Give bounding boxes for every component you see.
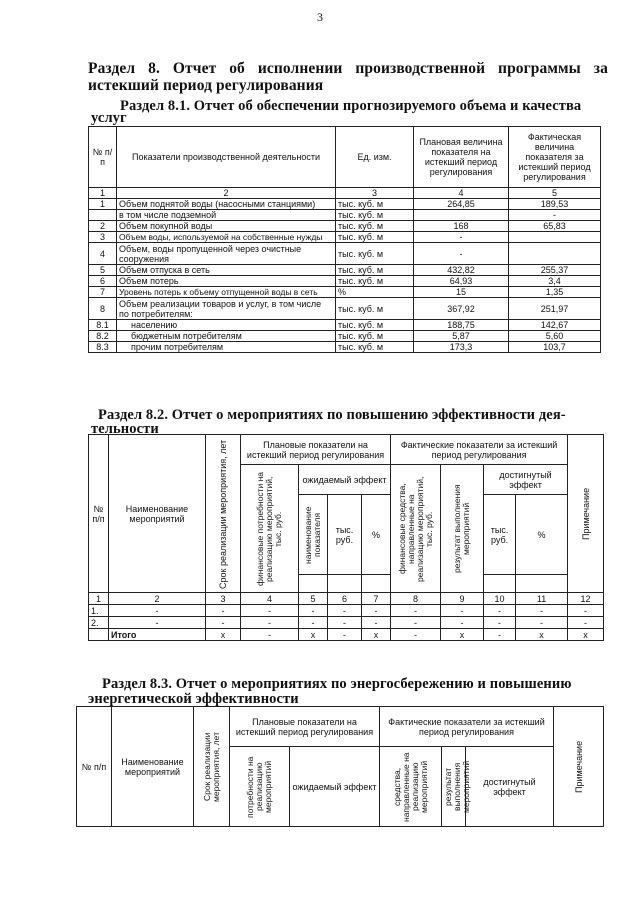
col-number: 3 (336, 188, 414, 199)
row-num: 3 (89, 232, 117, 243)
header-indicators: Показатели производственной деятельности (117, 127, 336, 188)
row-name: населению (117, 320, 336, 331)
row-num (89, 210, 117, 221)
header-expected-effect: ожидаемый эффект (299, 465, 391, 495)
col-number: 1 (89, 593, 109, 605)
cell: x (362, 629, 391, 641)
col-number: 4 (241, 593, 299, 605)
header-actual: Фактическая величина показателя за истекший период регулирования (509, 127, 601, 188)
col-number: 11 (516, 593, 568, 605)
header-plan-fin: финансовые потребности на реализацию мероприятий, тыс. руб. (255, 471, 283, 586)
cell: - (241, 605, 299, 617)
row-plan: 264,85 (414, 199, 509, 210)
header-plan-group: Плановые показатели на истекший период регулирования (230, 707, 380, 747)
cell: - (391, 617, 441, 629)
table-row (89, 298, 601, 320)
table-row (89, 210, 601, 221)
cell: 2. (89, 617, 109, 629)
row-unit: тыс. куб. м (336, 243, 414, 265)
row-num: 6 (89, 276, 117, 287)
row-unit: % (336, 287, 414, 298)
row-plan: 188,75 (414, 320, 509, 331)
cell: - (109, 605, 206, 617)
header-fact-fin: финансовые средства, направленные на реализацию мероприятий, тыс. руб. (396, 475, 434, 582)
section-8-3-title: Раздел 8.3. Отчет о мероприятиях по энергосбережению и повышению (102, 676, 572, 692)
table-row (89, 320, 601, 331)
row-num: 5 (89, 265, 117, 276)
row-unit: тыс. куб. м (336, 342, 414, 353)
cell: - (299, 617, 328, 629)
row-plan: 168 (414, 221, 509, 232)
row-plan: 173,3 (414, 342, 509, 353)
header-num: № п/п (77, 707, 112, 827)
header-term: Срок реализации мероприятия, лет (201, 731, 221, 802)
row-fact: 251,97 (509, 298, 601, 320)
header-thousand-rub: тыс. руб. (328, 495, 362, 575)
table-row (89, 276, 601, 287)
header-result: результат выполнения мероприятий (443, 760, 472, 813)
cell: x (568, 629, 604, 641)
col-number: 9 (441, 593, 484, 605)
row-unit: тыс. куб. м (336, 232, 414, 243)
header-planned: Плановая величина показателя на истекший период регулирования (414, 127, 509, 188)
col-number: 5 (509, 188, 601, 199)
table-row (89, 605, 604, 617)
row-name: бюджетным потребителям (117, 331, 336, 342)
table-row (89, 221, 601, 232)
table-row (89, 331, 601, 342)
section-8-2-title: Раздел 8.2. Отчет о мероприятиях по повышению эффективности дея- (98, 407, 566, 423)
row-fact: 189,53 (509, 199, 601, 210)
row-name: Объем поднятой воды (насосными станциями) (117, 199, 336, 210)
cell: - (441, 605, 484, 617)
row-unit: тыс. куб. м (336, 265, 414, 276)
row-fact: 142,67 (509, 320, 601, 331)
row-plan: 5,87 (414, 331, 509, 342)
row-name: Объем потерь (117, 276, 336, 287)
cell: - (109, 617, 206, 629)
cell: - (328, 605, 362, 617)
header-percent: % (516, 495, 568, 575)
header-note: Примечание (580, 487, 591, 540)
header-num: № п/п (89, 435, 109, 593)
header-num: № п/п (89, 127, 117, 188)
row-fact: 65,83 (509, 221, 601, 232)
table-8-2 (88, 434, 604, 641)
cell: x (441, 629, 484, 641)
header-name: Наименование мероприятий (112, 707, 194, 827)
col-number: 3 (206, 593, 241, 605)
row-plan: 432,82 (414, 265, 509, 276)
cell: - (362, 605, 391, 617)
cell: - (484, 629, 516, 641)
cell: x (516, 629, 568, 641)
row-unit: тыс. куб. м (336, 221, 414, 232)
header-plan-group: Плановые показатели на истекший период регулирования (241, 435, 391, 465)
header-result: результат выполнения мероприятий (452, 484, 472, 573)
col-number: 12 (568, 593, 604, 605)
row-fact: 255,37 (509, 265, 601, 276)
table-row (89, 232, 601, 243)
cell: - (391, 605, 441, 617)
col-number: 8 (391, 593, 441, 605)
table-8-1 (88, 126, 601, 353)
cell: x (299, 629, 328, 641)
header-achieved-effect: достигнутый эффект (484, 465, 568, 495)
cell: - (206, 605, 241, 617)
table-row (89, 342, 601, 353)
header-indicator-name: наименование показателя (303, 505, 322, 564)
header-plan-fin: потребности на реализацию мероприятий (245, 755, 273, 818)
col-number: 2 (117, 188, 336, 199)
cell: - (206, 617, 241, 629)
row-num: 8 (89, 298, 117, 320)
header-fact-fin: средства, направленные на реализацию мероприятий (391, 751, 429, 822)
row-unit: тыс. куб. м (336, 298, 414, 320)
header-expected-effect: ожидаемый эффект (290, 747, 380, 827)
row-fact: 103,7 (509, 342, 601, 353)
row-name: Объем, воды пропущенной через очистные сооружения (117, 243, 336, 265)
cell: - (484, 605, 516, 617)
section-8-1-title-cont: услуг (91, 110, 127, 126)
header-achieved-effect: достигнутый эффект (466, 747, 554, 827)
header-note: Примечание (573, 740, 584, 793)
header-unit: Ед. изм. (336, 127, 414, 188)
col-number: 10 (484, 593, 516, 605)
table-row (89, 243, 601, 265)
section-8-3-title-cont: энергетической эффективности (88, 691, 299, 707)
row-num: 7 (89, 287, 117, 298)
row-plan: - (414, 232, 509, 243)
cell: 1. (89, 605, 109, 617)
cell: - (484, 617, 516, 629)
col-number: 5 (299, 593, 328, 605)
page-number: 3 (317, 10, 323, 24)
table-row (89, 287, 601, 298)
row-unit: тыс. куб. м (336, 320, 414, 331)
row-unit: тыс. куб. м (336, 331, 414, 342)
header-fact-group: Фактические показатели за истекший период регулирования (380, 707, 554, 747)
cell: - (362, 617, 391, 629)
row-fact: 5,60 (509, 331, 601, 342)
cell: - (568, 617, 604, 629)
header-name: Наименование мероприятий (109, 435, 206, 593)
cell: x (206, 629, 241, 641)
row-unit: тыс. куб. м (336, 199, 414, 210)
col-number: 2 (109, 593, 206, 605)
row-plan: 15 (414, 287, 509, 298)
row-name: Объем реализации товаров и услуг, в том числе по потребителям: (117, 298, 336, 320)
col-number: 6 (328, 593, 362, 605)
row-fact: 3,4 (509, 276, 601, 287)
row-fact: 1,35 (509, 287, 601, 298)
total-label: Итого (109, 629, 206, 641)
row-plan: 64,93 (414, 276, 509, 287)
cell: - (241, 629, 299, 641)
section-8-2-title-cont: тельности (91, 421, 159, 437)
row-fact: - (509, 210, 601, 221)
col-number: 7 (362, 593, 391, 605)
row-name: Объем отпуска в сеть (117, 265, 336, 276)
col-number: 4 (414, 188, 509, 199)
row-num: 4 (89, 243, 117, 265)
row-plan: 367,92 (414, 298, 509, 320)
row-fact (509, 243, 601, 265)
row-num: 2 (89, 221, 117, 232)
col-number: 1 (89, 188, 117, 199)
row-num: 8.3 (89, 342, 117, 353)
header-thousand-rub: тыс. руб. (484, 495, 516, 575)
table-row (89, 199, 601, 210)
row-plan (414, 210, 509, 221)
section-8-title: Раздел 8. Отчет об исполнении производственной программы за истекший период регулирования (88, 60, 608, 94)
cell: - (516, 617, 568, 629)
header-percent: % (362, 495, 391, 575)
row-num: 1 (89, 199, 117, 210)
table-8-3 (76, 706, 604, 827)
row-num: 8.2 (89, 331, 117, 342)
row-fact (509, 232, 601, 243)
row-name: Уровень потерь к объему отпущенной воды в сеть (117, 287, 336, 298)
cell: - (391, 629, 441, 641)
row-num: 8.1 (89, 320, 117, 331)
row-name: в том числе подземной (117, 210, 336, 221)
row-name: Объем воды, используемой на собственные нужды (117, 232, 336, 243)
cell (89, 629, 109, 641)
table-row (89, 617, 604, 629)
row-name: Объем покупной воды (117, 221, 336, 232)
header-fact-group: Фактические показатели за истекший период регулирования (391, 435, 568, 465)
cell: - (568, 605, 604, 617)
cell: - (299, 605, 328, 617)
section-8-1-title: Раздел 8.1. Отчет об обеспечении прогнозируемого объема и качества (120, 98, 582, 114)
table-row (89, 265, 601, 276)
header-term: Срок реализации мероприятия, лет (218, 438, 228, 589)
cell: - (328, 617, 362, 629)
row-plan: - (414, 243, 509, 265)
table-row-total (89, 629, 604, 641)
cell: - (241, 617, 299, 629)
row-unit: тыс. куб. м (336, 276, 414, 287)
cell: - (441, 617, 484, 629)
row-unit: тыс. куб. м (336, 210, 414, 221)
row-name: прочим потребителям (117, 342, 336, 353)
cell: - (328, 629, 362, 641)
cell: - (516, 605, 568, 617)
